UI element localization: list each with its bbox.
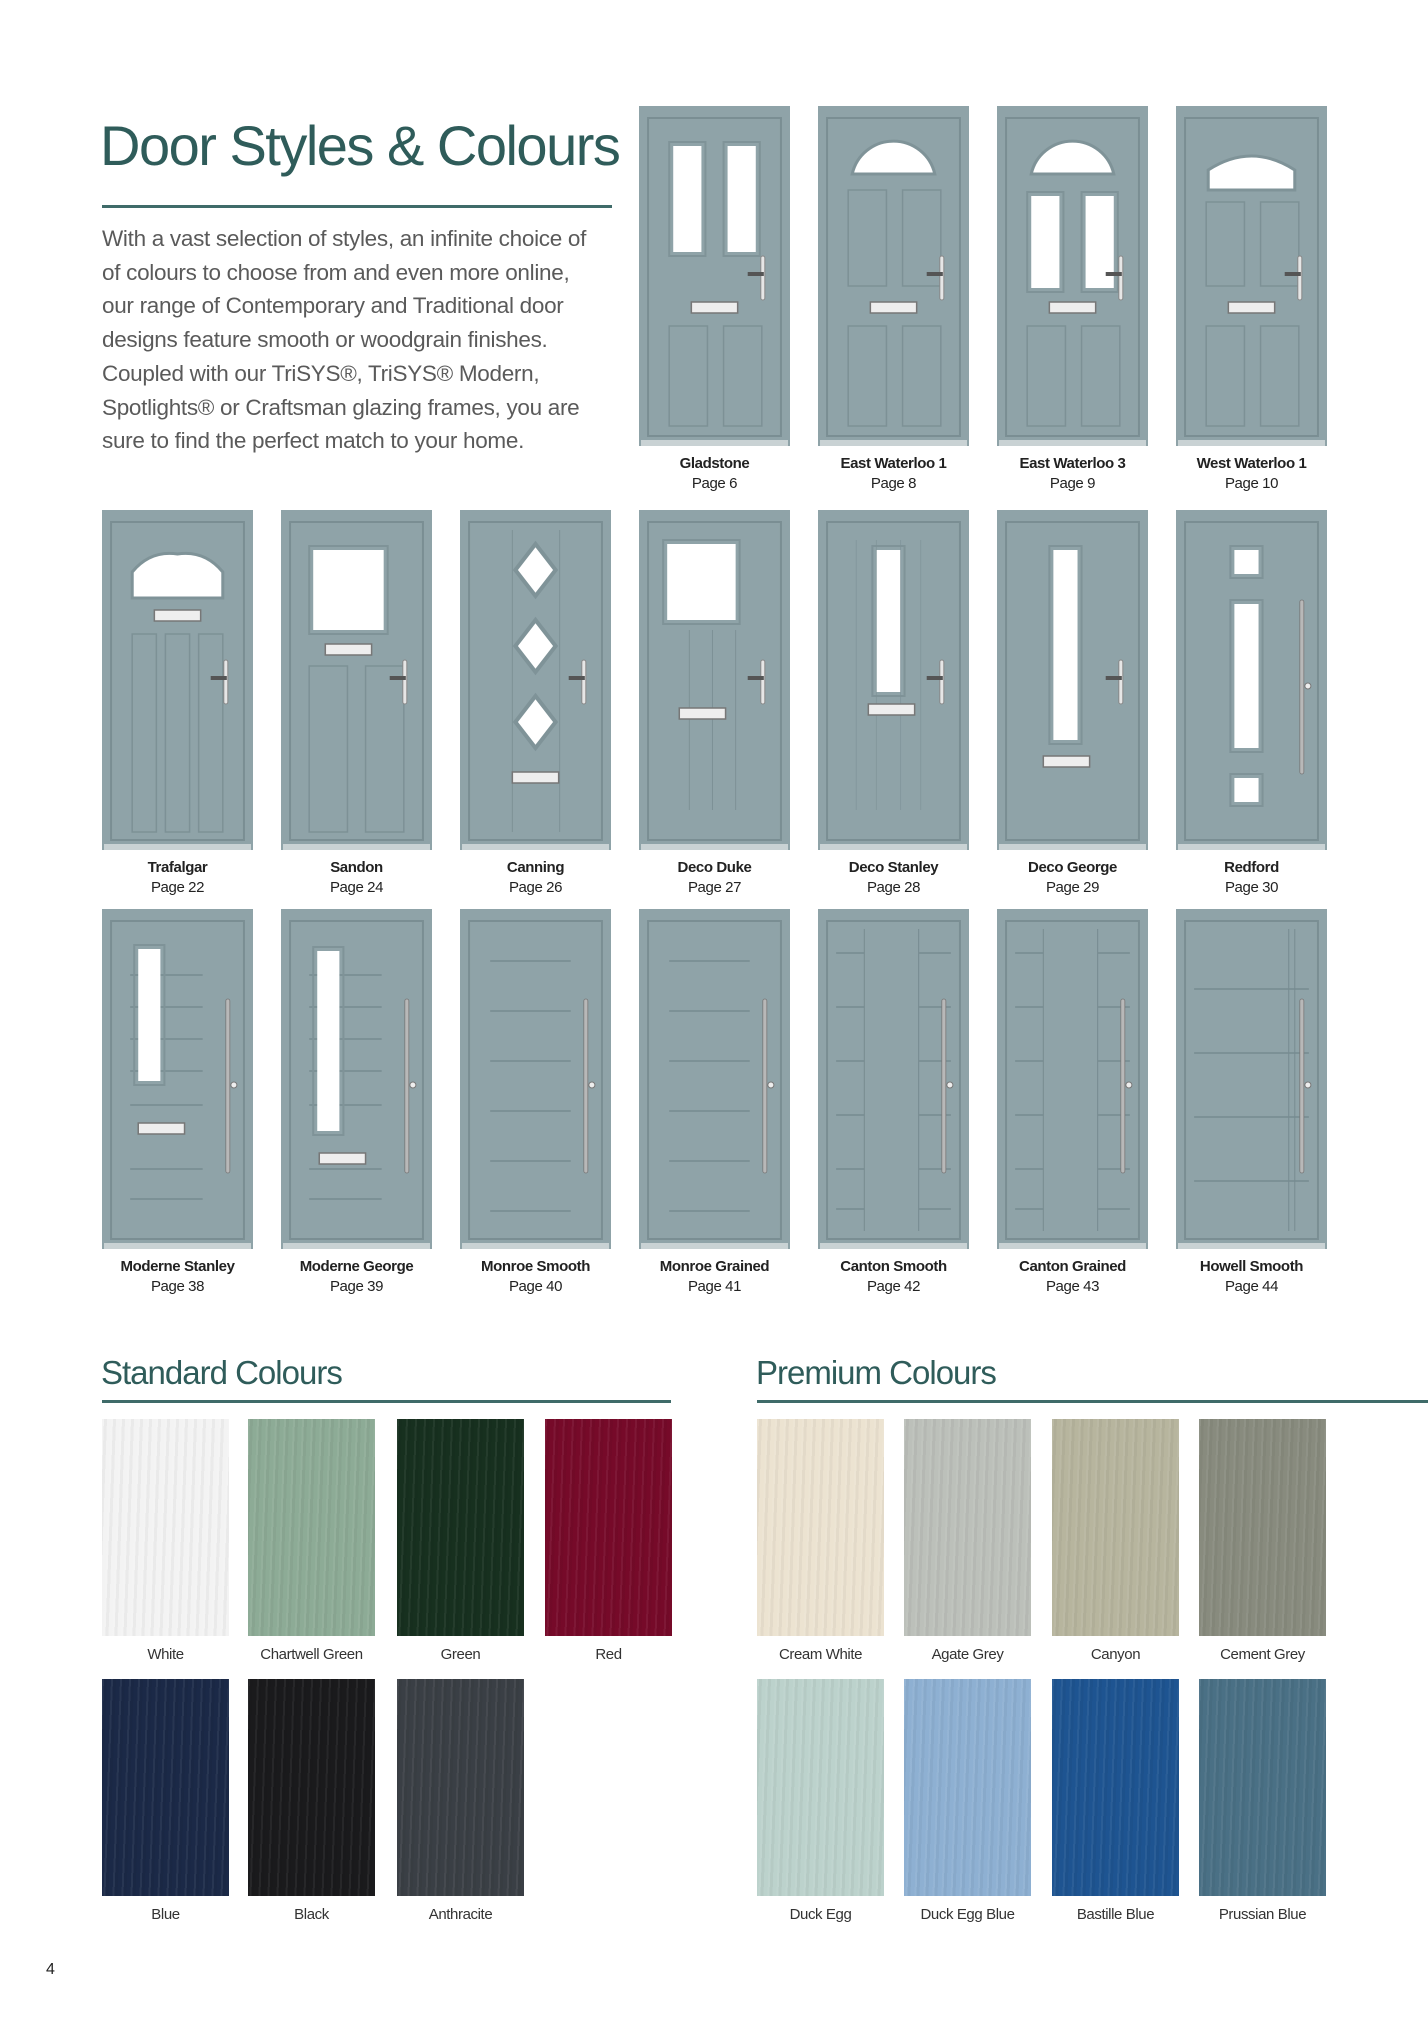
door-page: Page 43 [1045,1278,1100,1295]
door-page: Page 38 [150,1278,205,1295]
door-page: Page 41 [687,1278,742,1295]
intro-line: With a vast selection of styles, an infinite choice of [102,226,587,251]
door-card [639,909,790,1297]
colour-chip [1199,1679,1326,1896]
colour-swatch [248,1679,375,1923]
standard-colours-divider [102,1400,671,1403]
colour-chip [248,1679,375,1896]
colour-chip [102,1419,229,1636]
colour-swatch [757,1419,884,1663]
door-page: Page 24 [329,879,384,896]
standard-colours-heading: Standard Colours [101,1354,342,1391]
door-card [102,510,253,898]
door-card [639,510,790,898]
colour-swatch [545,1419,672,1663]
colour-chip [1052,1679,1179,1896]
door-name: Deco Duke [677,859,752,876]
colour-chip [757,1679,884,1896]
door-page: Page 40 [508,1278,563,1295]
door-name: Trafalgar [147,859,208,876]
colour-name: Bastille Blue [1076,1906,1155,1923]
colour-swatch [102,1679,229,1923]
colour-chip [1199,1419,1326,1636]
page-number: 4 [46,1961,55,1978]
premium-colours-divider [757,1400,1428,1403]
door-card [997,909,1148,1297]
colour-swatch [757,1679,884,1923]
colour-swatch [1199,1679,1326,1923]
door-name: East Waterloo 1 [840,455,947,472]
colour-name: Chartwell Green [260,1646,363,1663]
colour-chip [397,1679,524,1896]
door-name: Moderne Stanley [120,1258,235,1275]
door-page: Page 30 [1224,879,1279,896]
title-divider [102,205,612,208]
door-illustration-icon [639,106,790,446]
colour-name: Duck Egg [789,1906,852,1923]
door-card [1176,106,1327,494]
door-illustration-icon [818,510,969,850]
door-page: Page 8 [870,475,917,492]
door-name: Moderne George [299,1258,414,1275]
door-card [997,510,1148,898]
colour-name: Cream White [778,1646,863,1663]
colour-chip [397,1419,524,1636]
door-card [1176,909,1327,1297]
door-card [818,510,969,898]
colour-chip [1052,1419,1179,1636]
door-illustration-icon [997,106,1148,446]
intro-line: our range of Contemporary and Traditional door [102,293,564,319]
door-illustration-icon [281,510,432,850]
colour-name: Prussian Blue [1218,1906,1307,1923]
intro-line: Spotlights® or Craftsman glazing frames, you are [102,394,580,420]
door-card [818,106,969,494]
colour-name: Black [294,1906,329,1923]
door-illustration-icon [1176,106,1327,446]
door-illustration-icon [818,106,969,446]
door-name: Deco Stanley [848,859,939,876]
colour-name: Canyon [1090,1646,1141,1663]
door-illustration-icon [639,510,790,850]
door-page: Page 6 [691,475,738,492]
door-page: Page 9 [1049,475,1096,492]
door-name: Deco George [1028,859,1117,876]
colour-name: Agate Grey [931,1646,1004,1663]
door-illustration-icon [818,909,969,1249]
door-name: Gladstone [679,455,750,472]
door-card [639,106,790,494]
door-page: Page 10 [1224,475,1279,492]
door-card [281,909,432,1297]
colour-swatch [397,1419,524,1663]
door-page: Page 28 [866,879,921,896]
colour-chip [102,1679,229,1896]
door-page: Page 42 [866,1278,921,1295]
colour-swatch [1052,1419,1179,1663]
door-page: Page 44 [1224,1278,1279,1295]
door-page: Page 29 [1045,879,1100,896]
door-name: West Waterloo 1 [1196,455,1307,472]
door-card [997,106,1148,494]
colour-name: Red [595,1646,622,1663]
colour-name: Anthracite [428,1906,493,1923]
colour-swatch [248,1419,375,1663]
door-illustration-icon [639,909,790,1249]
door-name: Monroe Smooth [481,1258,590,1275]
door-card [460,909,611,1297]
door-illustration-icon [997,510,1148,850]
intro-line: sure to find the perfect match to your home. [102,428,525,454]
premium-colours-heading: Premium Colours [756,1354,996,1391]
door-name: East Waterloo 3 [1019,455,1126,472]
door-illustration-icon [281,909,432,1249]
door-card [102,909,253,1297]
door-name: Sandon [330,859,383,876]
colour-swatch [397,1679,524,1923]
colour-swatch [102,1419,229,1663]
colour-name: Cement Grey [1220,1646,1305,1663]
door-illustration-icon [997,909,1148,1249]
colour-swatch [1199,1419,1326,1663]
door-name: Howell Smooth [1199,1258,1304,1275]
door-card [818,909,969,1297]
colour-name: Duck Egg Blue [920,1906,1015,1923]
page-title: Door Styles & Colours [100,114,620,177]
door-card [460,510,611,898]
door-card [1176,510,1327,898]
colour-name: Green [440,1646,481,1663]
intro-line: Coupled with our TriSYS®, TriSYS® Modern, [102,360,540,386]
intro-line: designs feature smooth or woodgrain finishes. [102,327,548,353]
colour-swatch [1052,1679,1179,1923]
colour-swatch [904,1679,1031,1923]
intro-paragraph [102,222,622,458]
colour-chip [904,1419,1031,1636]
door-page: Page 39 [329,1278,384,1295]
door-page: Page 22 [150,879,205,896]
colour-swatch [904,1419,1031,1663]
door-illustration-icon [102,909,253,1249]
door-name: Monroe Grained [659,1258,770,1275]
door-name: Canning [506,859,565,876]
door-illustration-icon [460,909,611,1249]
door-name: Canton Grained [1019,1258,1126,1275]
colour-name: Blue [151,1906,180,1923]
door-page: Page 27 [687,879,742,896]
colour-chip [248,1419,375,1636]
door-illustration-icon [460,510,611,850]
door-illustration-icon [1176,909,1327,1249]
colour-chip [757,1419,884,1636]
door-illustration-icon [1176,510,1327,850]
colour-chip [904,1679,1031,1896]
colour-chip [545,1419,672,1636]
door-page: Page 26 [508,879,563,896]
intro-line: of colours to choose from and even more online, [102,259,570,285]
door-card [281,510,432,898]
door-name: Canton Smooth [840,1258,947,1275]
colour-name: White [147,1646,184,1663]
door-name: Redford [1224,859,1279,876]
door-illustration-icon [102,510,253,850]
